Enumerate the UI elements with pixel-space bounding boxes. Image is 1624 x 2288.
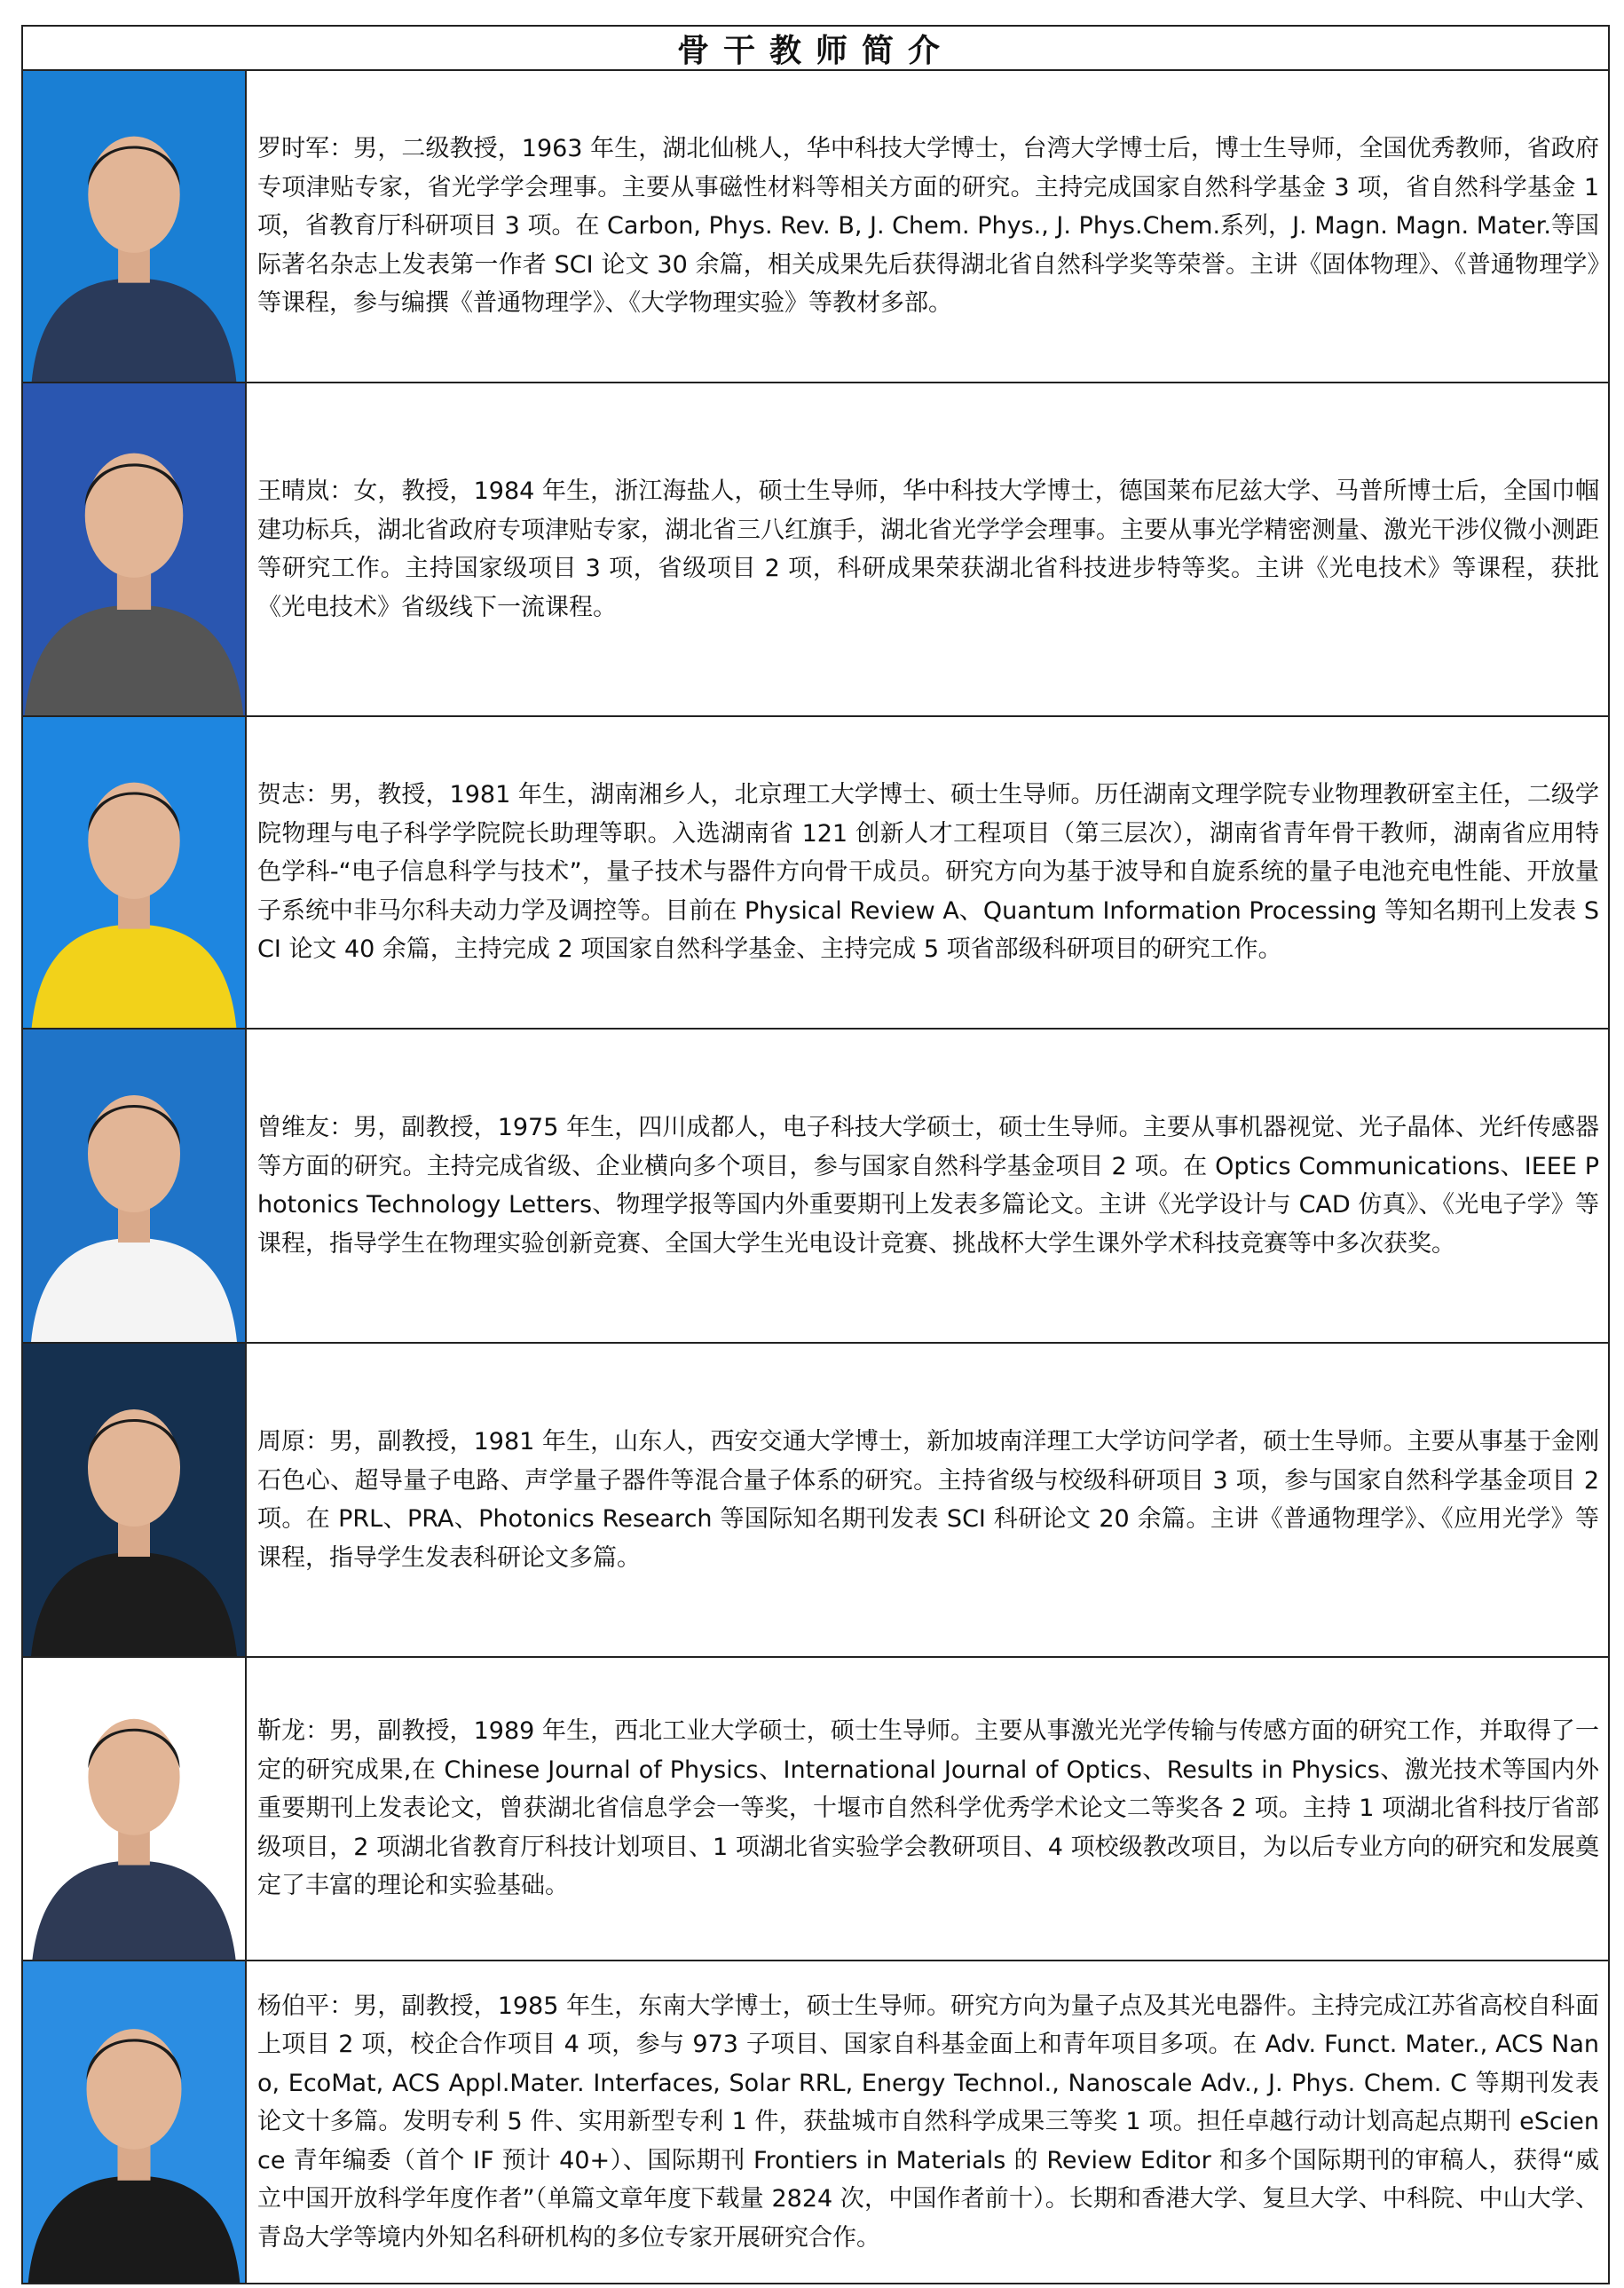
- portrait-image: [23, 71, 245, 382]
- teacher-bio-cell: [247, 1030, 1608, 1342]
- portrait-image: [23, 1658, 245, 1960]
- teacher-row: [23, 717, 1608, 1030]
- teacher-bio: 周原：男，副教授，1981 年生，山东人，西安交通大学博士，新加坡南洋理工大学访问学者，硕士生导师。主要从事基于金刚石色心、超导量子电路、声学量子器件等混合量子体系的研究。主持省级与校级科研项目 3 项，参与国家自然科学基金项目 2 项。在 PRL、PRA、Photonics Research 等国际知名期刊发表 SCI 科研论文 20 余篇。主讲《普通物理学》、《应用光学》等课程，指导学生发表科研论文多篇。: [257, 1428, 1599, 1572]
- teacher-bio-cell: [247, 383, 1608, 715]
- teacher-bio-cell: [247, 1344, 1608, 1656]
- portrait-image: [23, 717, 245, 1028]
- teacher-photo: [23, 717, 247, 1028]
- teacher-photo: [23, 1344, 247, 1656]
- teacher-row: [23, 1030, 1608, 1344]
- teacher-bio: 杨伯平：男，副教授，1985 年生，东南大学博士，硕士生导师。研究方向为量子点及其光电器件。主持完成江苏省高校自科面上项目 2 项，校企合作项目 4 项，参与 973 子项目、国家自科基金面上和青年项目多项。在 Adv. Funct. Mater., ACS Nano, EcoMat, ACS Appl.Mater. Interfaces, Solar RRL, Energy Technol., Nanoscale Adv., J. Phys. Chem. C 等期刊发表论文十多篇。发明专利 5 件、实用新型专利 1 件，获盐城市自然科学成果三等奖 1 项。担任卓越行动计划高起点期刊 eScience 青年编委（首个 IF 预计 40+）、国际期刊 Frontiers in Materials 的 Review Editor 和多个国际期刊的审稿人，获得“威立中国开放科学年度作者”（单篇文章年度下载量 2824 次，中国作者前十）。长期和香港大学、复旦大学、中科院、中山大学、青岛大学等境内外知名科研机构的多位专家开展研究合作。: [257, 1992, 1599, 2252]
- teacher-row: [23, 1344, 1608, 1658]
- portrait-image: [23, 1344, 245, 1656]
- page-title: 骨干教师简介: [676, 32, 954, 69]
- teacher-bio-cell: [247, 1961, 1608, 2283]
- teacher-bio-cell: [247, 717, 1608, 1028]
- teacher-photo: [23, 1961, 247, 2283]
- teacher-row: [23, 1658, 1608, 1961]
- teacher-bio: 王晴岚：女，教授，1984 年生，浙江海盐人，硕士生导师，华中科技大学博士，德国莱布尼兹大学、马普所博士后，全国巾帼建功标兵，湖北省政府专项津贴专家，湖北省三八红旗手，湖北省光学学会理事。主要从事光学精密测量、激光干涉仪微小测距等研究工作。主持国家级项目 3 项，省级项目 2 项，科研成果荣获湖北省科技进步特等奖。主讲《光电技术》等课程，获批《光电技术》省级线下一流课程。: [257, 477, 1599, 621]
- teacher-photo: [23, 1030, 247, 1342]
- teacher-bio: 贺志：男，教授，1981 年生，湖南湘乡人，北京理工大学博士、硕士生导师。历任湖南文理学院专业物理教研室主任，二级学院物理与电子科学学院院长助理等职。入选湖南省 121 创新人才工程项目（第三层次），湖南省青年骨干教师，湖南省应用特色学科-“电子信息科学与技术”，量子技术与器件方向骨干成员。研究方向为基于波导和自旋系统的量子电池充电性能、开放量子系统中非马尔科夫动力学及调控等。目前在 Physical Review A、Quantum Information Processing 等知名期刊上发表 SCI 论文 40 余篇，主持完成 2 项国家自然科学基金、主持完成 5 项省部级科研项目的研究工作。: [257, 781, 1599, 964]
- teacher-photo: [23, 1658, 247, 1960]
- teacher-bio-cell: [247, 1658, 1608, 1960]
- teacher-photo: [23, 71, 247, 382]
- teacher-bio: 曾维友：男，副教授，1975 年生，四川成都人，电子科技大学硕士，硕士生导师。主要从事机器视觉、光子晶体、光纤传感器等方面的研究。主持完成省级、企业横向多个项目，参与国家自然科学基金项目 2 项。在 Optics Communications、IEEE Photonics Technology Letters、物理学报等国内外重要期刊上发表多篇论文。主讲《光学设计与 CAD 仿真》、《光电子学》等课程，指导学生在物理实验创新竞赛、全国大学生光电设计竞赛、挑战杯大学生课外学术科技竞赛等中多次获奖。: [257, 1114, 1599, 1258]
- teacher-table: [21, 25, 1610, 2284]
- teacher-bio-cell: [247, 71, 1608, 382]
- portrait-image: [23, 1030, 245, 1342]
- portrait-image: [23, 1961, 245, 2283]
- teacher-row: [23, 1961, 1608, 2283]
- teacher-bio: 靳龙：男，副教授，1989 年生，西北工业大学硕士，硕士生导师。主要从事激光光学传输与传感方面的研究工作，并取得了一定的研究成果,在 Chinese Journal of Physics、International Journal of Optics、Results in Physics、激光技术等国内外重要期刊上发表论文，曾获湖北省信息学会一等奖，十堰市自然科学优秀学术论文二等奖各 2 项。主持 1 项湖北省科技厅省部级项目，2 项湖北省教育厅科技计划项目、1 项湖北省实验学会教研项目、4 项校级教改项目，为以后专业方向的研究和发展奠定了丰富的理论和实验基础。: [257, 1717, 1599, 1900]
- title-row: [23, 27, 1608, 71]
- teacher-row: [23, 71, 1608, 383]
- teacher-row: [23, 383, 1608, 717]
- teacher-photo: [23, 383, 247, 715]
- portrait-image: [23, 383, 245, 715]
- teacher-bio: 罗时军：男，二级教授，1963 年生，湖北仙桃人，华中科技大学博士，台湾大学博士后，博士生导师，全国优秀教师，省政府专项津贴专家，省光学学会理事。主要从事磁性材料等相关方面的研究。主持完成国家自然科学基金 3 项，省自然科学基金 1 项，省教育厅科研项目 3 项。在 Carbon, Phys. Rev. B, J. Chem. Phys., J. Phys.Chem.系列，J. Magn. Magn. Mater.等国际著名杂志上发表第一作者 SCI 论文 30 余篇，相关成果先后获得湖北省自然科学奖等荣誉。主讲《固体物理》、《普通物理学》等课程，参与编撰《普通物理学》、《大学物理实验》等教材多部。: [257, 135, 1599, 318]
